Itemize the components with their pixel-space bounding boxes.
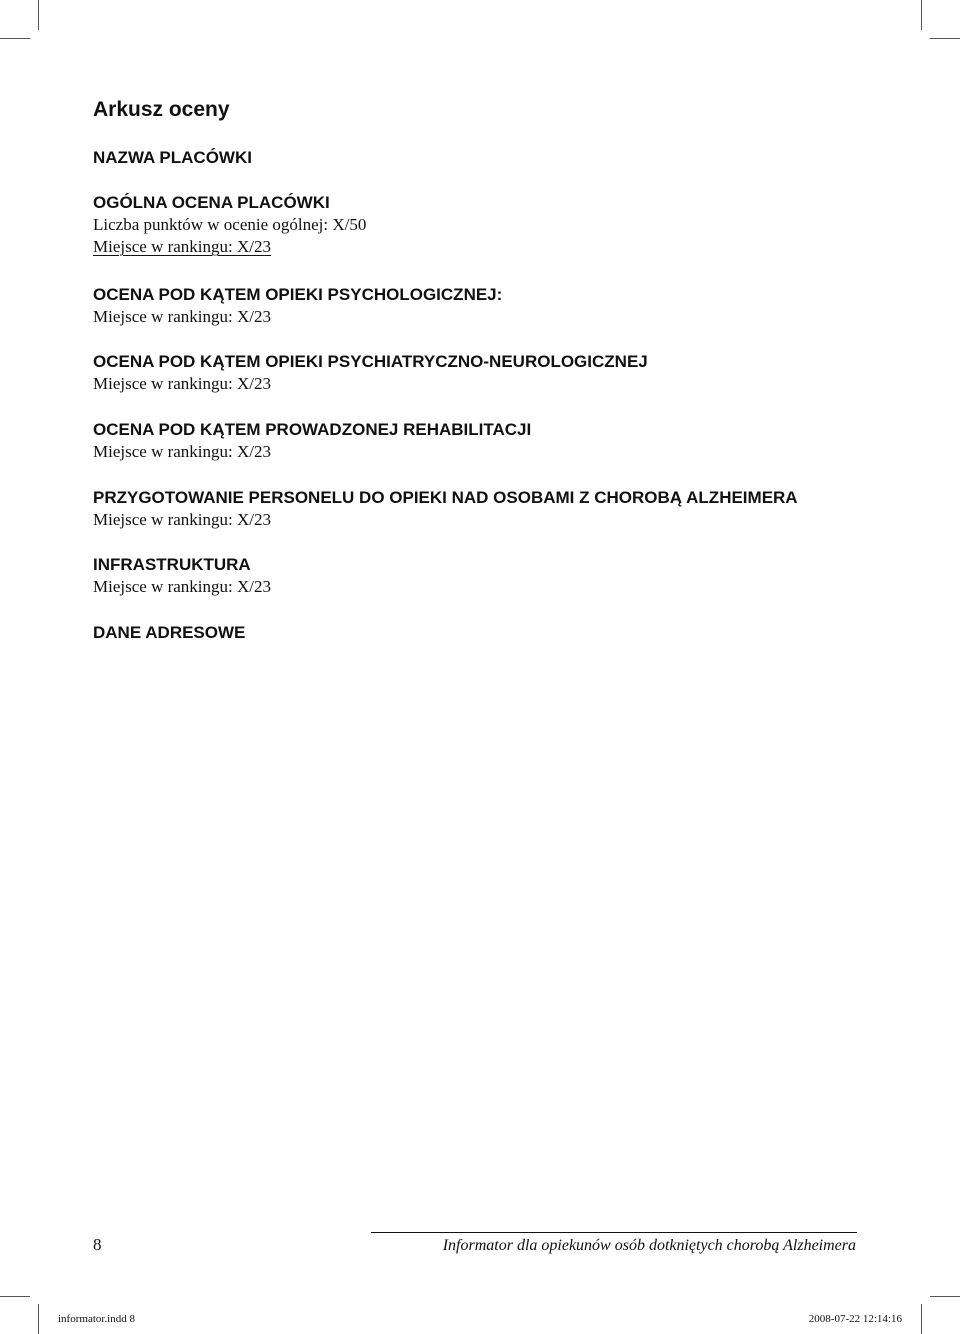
section-psychological-care <box>93 284 502 328</box>
section-infrastructure <box>93 554 271 598</box>
crop-mark-bottom-right-horizontal <box>930 1296 960 1297</box>
page-number: 8 <box>93 1235 102 1254</box>
ranking-position: Miejsce w rankingu: X/23 <box>93 307 271 326</box>
ranking-position: Miejsce w rankingu: X/23 <box>93 577 271 596</box>
section-address-data <box>93 622 245 644</box>
ranking-position: Miejsce w rankingu: X/23 <box>93 237 271 256</box>
slug-file: informator.indd 8 <box>58 1313 135 1325</box>
section-heading: INFRASTRUKTURA <box>93 555 251 574</box>
document-title: Arkusz oceny <box>93 98 230 121</box>
ranking-position: Miejsce w rankingu: X/23 <box>93 510 271 529</box>
running-title: Informator dla opiekunów osób dotkniętych chorobą Alzheimera <box>442 1237 856 1254</box>
section-heading: OCENA POD KĄTEM PROWADZONEJ REHABILITACJI <box>93 420 532 439</box>
section-psychiatric-neurological-care <box>93 351 648 395</box>
crop-mark-top-left-vertical <box>38 0 39 30</box>
crop-mark-top-right-vertical <box>921 0 922 30</box>
section-facility-name <box>93 147 252 169</box>
section-heading: OCENA POD KĄTEM OPIEKI PSYCHOLOGICZNEJ: <box>93 285 503 304</box>
section-heading: DANE ADRESOWE <box>93 623 246 642</box>
section-rehabilitation <box>93 419 531 463</box>
crop-mark-bottom-left-vertical <box>38 1304 39 1334</box>
ranking-position: Miejsce w rankingu: X/23 <box>93 442 271 461</box>
crop-mark-top-left-horizontal <box>0 38 30 39</box>
section-heading: OGÓLNA OCENA PLACÓWKI <box>93 193 330 212</box>
ranking-position: Miejsce w rankingu: X/23 <box>93 374 271 393</box>
crop-mark-top-right-horizontal <box>930 38 960 39</box>
section-staff-preparation <box>93 487 798 531</box>
section-overall-rating <box>93 192 366 258</box>
crop-mark-bottom-right-vertical <box>921 1304 922 1334</box>
overall-points: Liczba punktów w ocenie ogólnej: X/50 <box>93 215 367 234</box>
crop-mark-bottom-left-horizontal <box>0 1296 30 1297</box>
section-heading: PRZYGOTOWANIE PERSONELU DO OPIEKI NAD OSOBAMI Z CHOROBĄ ALZHEIMERA <box>93 488 798 507</box>
section-heading: NAZWA PLACÓWKI <box>93 148 252 167</box>
footer-rule <box>371 1232 857 1233</box>
slug-timestamp: 2008-07-22 12:14:16 <box>808 1313 902 1325</box>
section-heading: OCENA POD KĄTEM OPIEKI PSYCHIATRYCZNO-NEUROLOGICZNEJ <box>93 352 648 371</box>
